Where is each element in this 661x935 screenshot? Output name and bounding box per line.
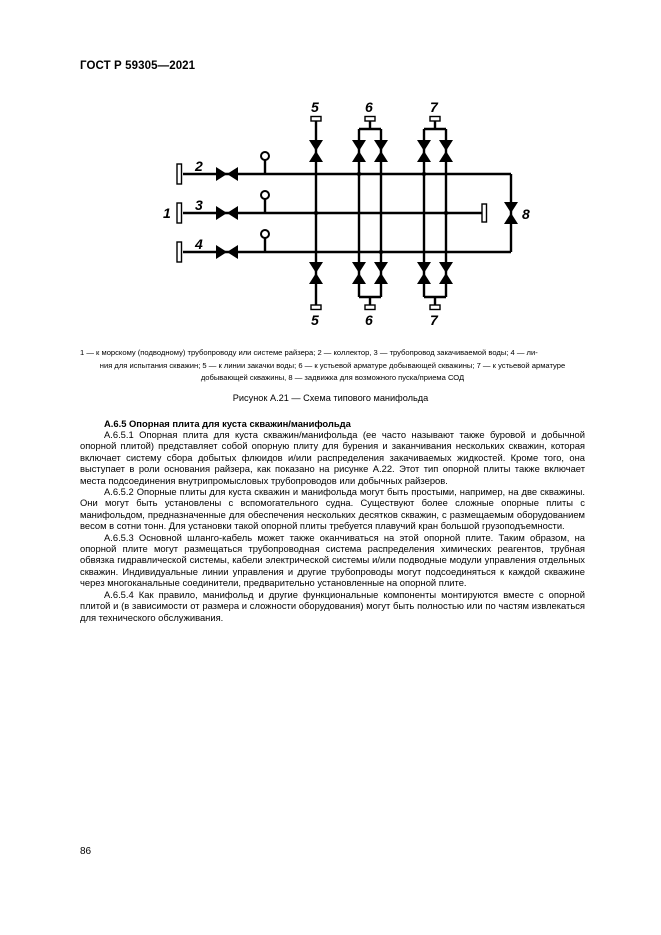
bottom-valves xyxy=(309,262,453,284)
paragraph: А.6.5.3 Основной шланго-кабель может также оканчиваться на этой опорной плите. Таким образом, на опорной плите могут размещаться трубопроводная система распределения химических реагентов, трубная обвязка гидравлической системы, кабели электрической системы и/или подводные модули управления отдельных скважин. Индивидуальные линии управления и другие трубопроводы могут подсоединяться к каждой скважине через многоканальные соединители, предварительно установленные на опорной плите. xyxy=(80,531,585,589)
document-header: ГОСТ Р 59305—2021 xyxy=(80,60,196,72)
label-3: 3 xyxy=(195,197,203,213)
section-title: А.6.5 Опорная плита для куста скважин/манифольда xyxy=(104,418,351,429)
manifold-diagram xyxy=(0,95,661,345)
body-text xyxy=(80,429,585,623)
valve-8 xyxy=(504,202,518,224)
top-valves xyxy=(309,140,453,162)
label-1: 1 xyxy=(163,205,171,221)
legend-line: 1 — к морскому (подводному) трубопроводу или системе райзера; 2 — коллектор, 3 — трубопровод закачиваемой воды; 4 — ли- xyxy=(80,348,538,357)
figure-caption: Рисунок А.21 — Схема типового манифольда xyxy=(232,393,429,403)
legend-line: ния для испытания скважин; 5 — к линии закачки воды; 6 — к устьевой арматуре добывающей скважины; 7 — к устьевой арматуре xyxy=(99,360,566,370)
left-valves xyxy=(216,167,238,259)
page-number: 86 xyxy=(80,846,92,857)
label-6-bottom: 6 xyxy=(365,312,373,328)
paragraph: А.6.5.2 Опорные плиты для куста скважин и манифольда могут быть простыми, например, на две скважины. Они могут быть установлены с вспомогательного судна. Существуют более сложные опорные плиты с манифольдом, предназначенные для обеспечения нескольких десятков скважин, с размещаемым оборудованием весом в сотни тонн. Для установки такой опорной плиты требуется плавучий кран большой грузоподъемности. xyxy=(80,486,585,532)
label-5-bottom: 5 xyxy=(311,312,319,328)
label-5-top: 5 xyxy=(311,99,319,115)
label-4: 4 xyxy=(195,236,203,252)
paragraph: А.6.5.1 Опорная плита для куста скважин/манифольда (ее часто называют также буровой и добычной опорной плитой) представляет собой опорную плиту для бурения и заканчивания нескольких скважин, которая включает систему сбора добытых флюидов и/или распределения закачиваемых жидкостей. Кроме того, она выступает в роли основания райзера, как показано на рисунке А.22. Этот тип опорной плиты также включает места подсоединения внутрипромысловых трубопроводов или добычных райзеров. xyxy=(80,429,585,486)
label-2: 2 xyxy=(195,158,203,174)
paragraph: А.6.5.4 Как правило, манифольд и другие функциональные компоненты монтируются вместе с опорной плитой и (в зависимости от размера и сложности оборудования) могут быть полностью или по частям извлекаться для технического обслуживания. xyxy=(80,588,585,623)
label-8: 8 xyxy=(522,206,530,222)
legend-line: добывающей скважины, 8 — задвижка для возможного пуска/приема СОД xyxy=(200,373,465,383)
label-6-top: 6 xyxy=(365,99,373,115)
figure-legend xyxy=(80,347,585,385)
label-7-bottom: 7 xyxy=(430,312,438,328)
label-7-top: 7 xyxy=(430,99,438,115)
